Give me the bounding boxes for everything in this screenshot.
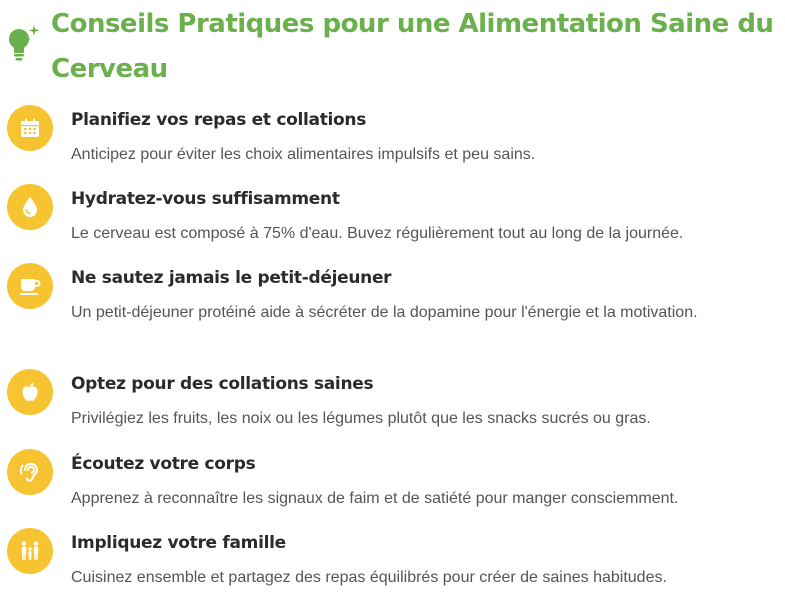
lightbulb-sparkle-icon <box>4 24 40 64</box>
tip-title: Ne sautez jamais le petit-déjeuner <box>71 268 392 288</box>
calendar-icon <box>7 105 53 151</box>
ear-listen-icon <box>7 449 53 495</box>
tip-title: Hydratez-vous suffisamment <box>71 189 340 209</box>
tip-description: Apprenez à reconnaître les signaux de faim et de satiété pour manger consciemment. <box>71 490 679 507</box>
coffee-cup-icon <box>7 263 53 309</box>
tip-description: Un petit-déjeuner protéiné aide à sécréter de la dopamine pour l'énergie et la motivation. <box>71 304 698 321</box>
tip-title: Planifiez vos repas et collations <box>71 110 367 130</box>
tip-title: Optez pour des collations saines <box>71 374 374 394</box>
tip-description: Cuisinez ensemble et partagez des repas équilibrés pour créer de saines habitudes. <box>71 569 667 586</box>
water-drop-icon <box>7 184 53 230</box>
apple-icon <box>7 369 53 415</box>
tip-description: Privilégiez les fruits, les noix ou les légumes plutôt que les snacks sucrés ou gras. <box>71 410 651 427</box>
tip-description: Anticipez pour éviter les choix alimentaires impulsifs et peu sains. <box>71 146 536 163</box>
family-icon <box>7 528 53 574</box>
tip-title: Impliquez votre famille <box>71 533 286 553</box>
page-title: Conseils Pratiques pour une Alimentation Saine du Cerveau <box>51 9 774 84</box>
tip-description: Le cerveau est composé à 75% d'eau. Buvez régulièrement tout au long de la journée. <box>71 225 684 242</box>
tip-title: Écoutez votre corps <box>71 454 256 474</box>
